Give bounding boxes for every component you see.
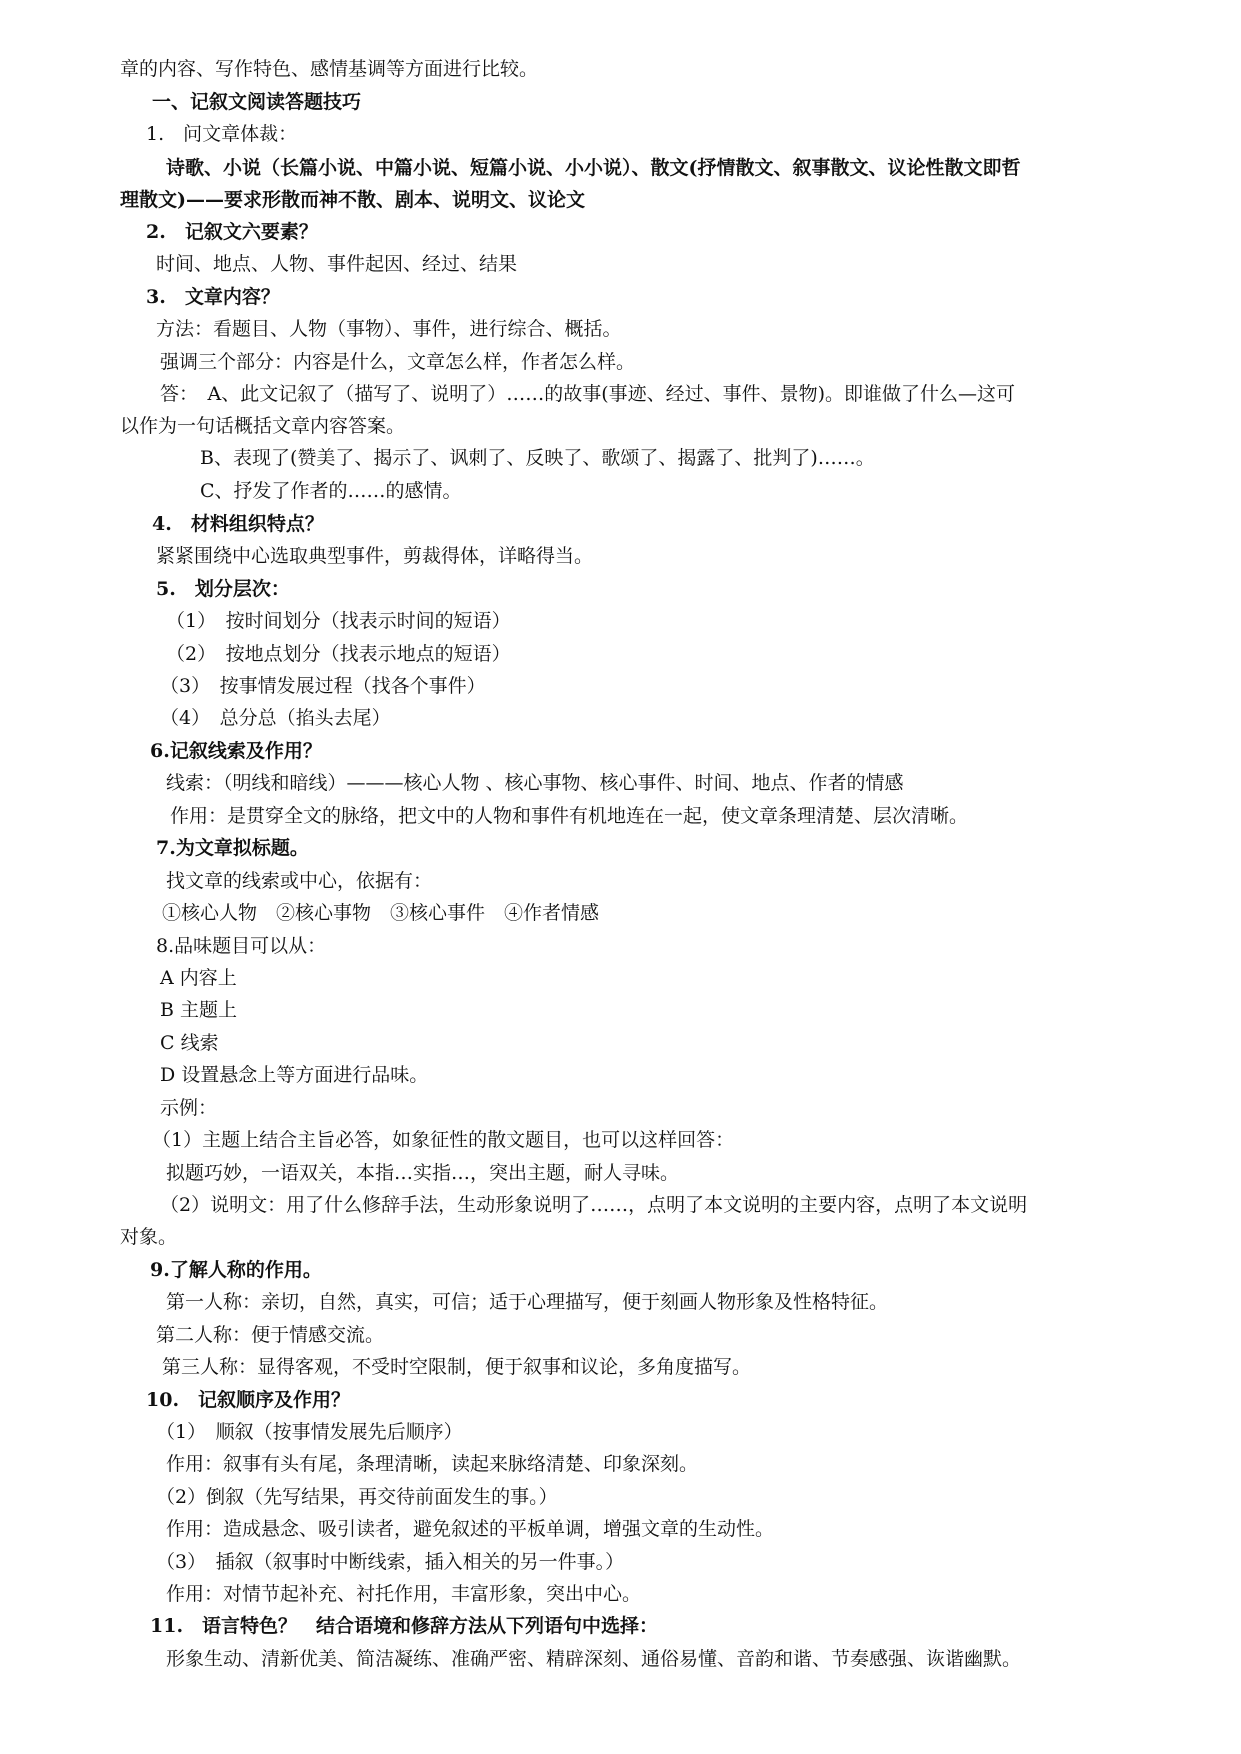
text-line: 对象。 (120, 1226, 178, 1248)
text-line: 示例： (160, 1097, 218, 1119)
text-line: 拟题巧妙，一语双关，本指…实指…，突出主题，耐人寻味。 (166, 1162, 680, 1184)
text-line: 第一人称：亲切，自然，真实，可信；适于心理描写，便于刻画人物形象及性格特征。 (166, 1291, 889, 1313)
text-line: 章的内容、写作特色、感情基调等方面进行比较。 (120, 58, 539, 80)
text-line: 作用：叙事有头有尾，条理清晰，读起来脉络清楚、印象深刻。 (166, 1453, 699, 1475)
list-item: （3） 按事情发展过程（找各个事件） (160, 675, 486, 697)
item-heading: 6.记叙线索及作用？ (150, 740, 322, 762)
text-line: 找文章的线索或中心，依据有： (166, 870, 433, 892)
item-heading: 8.品味题目可以从： (156, 935, 327, 957)
text-line: 方法：看题目、人物（事物）、事件，进行综合、概括。 (156, 318, 622, 340)
item-heading: 2. 记叙文六要素？ (146, 221, 318, 243)
text-line: 作用：是贯穿全文的脉络，把文中的人物和事件有机地连在一起，使文章条理清楚、层次清晰。 (170, 805, 969, 827)
item-heading: 3. 文章内容？ (146, 286, 280, 308)
text-line: C、抒发了作者的……的感情。 (200, 480, 462, 502)
text-line: 紧紧围绕中心选取典型事件，剪裁得体，详略得当。 (156, 545, 594, 567)
text-line: 线索：（明线和暗线）———核心人物 、核心事物、核心事件、时间、地点、作者的情感 (166, 772, 904, 794)
text-line: 答： A、此文记叙了（描写了、说明了）……的故事(事迹、经过、事件、景物)。即谁做了什么—这可 (160, 383, 1016, 405)
item-heading: 4. 材料组织特点？ (152, 513, 324, 535)
text-line: 理散文)——要求形散而神不散、剧本、说明文、议论文 (120, 189, 585, 211)
text-line: 强调三个部分：内容是什么，文章怎么样，作者怎么样。 (160, 351, 636, 373)
list-item: D 设置悬念上等方面进行品味。 (160, 1064, 429, 1086)
list-item: （2）倒叙（先写结果，再交待前面发生的事。） (156, 1486, 558, 1508)
section-heading: 一、记叙文阅读答题技巧 (152, 91, 362, 113)
item-heading: 5. 划分层次： (156, 578, 290, 600)
list-item: （1） 顺叙（按事情发展先后顺序） (156, 1421, 463, 1443)
list-item: （2） 按地点划分（找表示地点的短语） (166, 643, 511, 665)
list-item: A 内容上 (160, 967, 237, 989)
text-line: 作用：造成悬念、吸引读者，避免叙述的平板单调，增强文章的生动性。 (166, 1518, 775, 1540)
item-heading: 10. 记叙顺序及作用？ (146, 1389, 351, 1411)
list-item: C 线索 (160, 1032, 219, 1054)
list-item: （1） 按时间划分（找表示时间的短语） (166, 610, 511, 632)
text-line: （2）说明文：用了什么修辞手法，生动形象说明了……，点明了本文说明的主要内容，点明了本文说明 (160, 1194, 1028, 1216)
text-line: 形象生动、清新优美、简洁凝练、准确严密、精辟深刻、通俗易懂、音韵和谐、节奏感强、诙谐幽默。 (166, 1648, 1022, 1670)
text-line: ①核心人物 ②核心事物 ③核心事件 ④作者情感 (162, 902, 600, 924)
list-item: B 主题上 (160, 999, 238, 1021)
item-heading: 7.为文章拟标题。 (156, 837, 309, 859)
list-item: （4） 总分总（掐头去尾） (160, 707, 391, 729)
text-line: 第三人称：显得客观，不受时空限制，便于叙事和议论，多角度描写。 (162, 1356, 752, 1378)
item-heading: 9.了解人称的作用。 (150, 1259, 322, 1281)
item-heading: 11. 语言特色？ 结合语境和修辞方法从下列语句中选择： (150, 1615, 659, 1637)
text-line: 第二人称：便于情感交流。 (156, 1324, 385, 1346)
item-heading: 1. 问文章体裁： (146, 123, 298, 145)
text-line: （1）主题上结合主旨必答，如象征性的散文题目，也可以这样回答： (152, 1129, 735, 1151)
list-item: （3） 插叙（叙事时中断线索，插入相关的另一件事。） (156, 1551, 625, 1573)
text-line: 以作为一句话概括文章内容答案。 (120, 415, 406, 437)
text-line: B、表现了(赞美了、揭示了、讽刺了、反映了、歌颂了、揭露了、批判了)……。 (200, 447, 875, 469)
text-line: 时间、地点、人物、事件起因、经过、结果 (156, 253, 518, 275)
text-line: 作用：对情节起补充、衬托作用，丰富形象，突出中心。 (166, 1583, 642, 1605)
text-line: 诗歌、小说（长篇小说、中篇小说、短篇小说、小小说）、散文(抒情散文、叙事散文、议论性散文即哲 (166, 157, 1021, 179)
